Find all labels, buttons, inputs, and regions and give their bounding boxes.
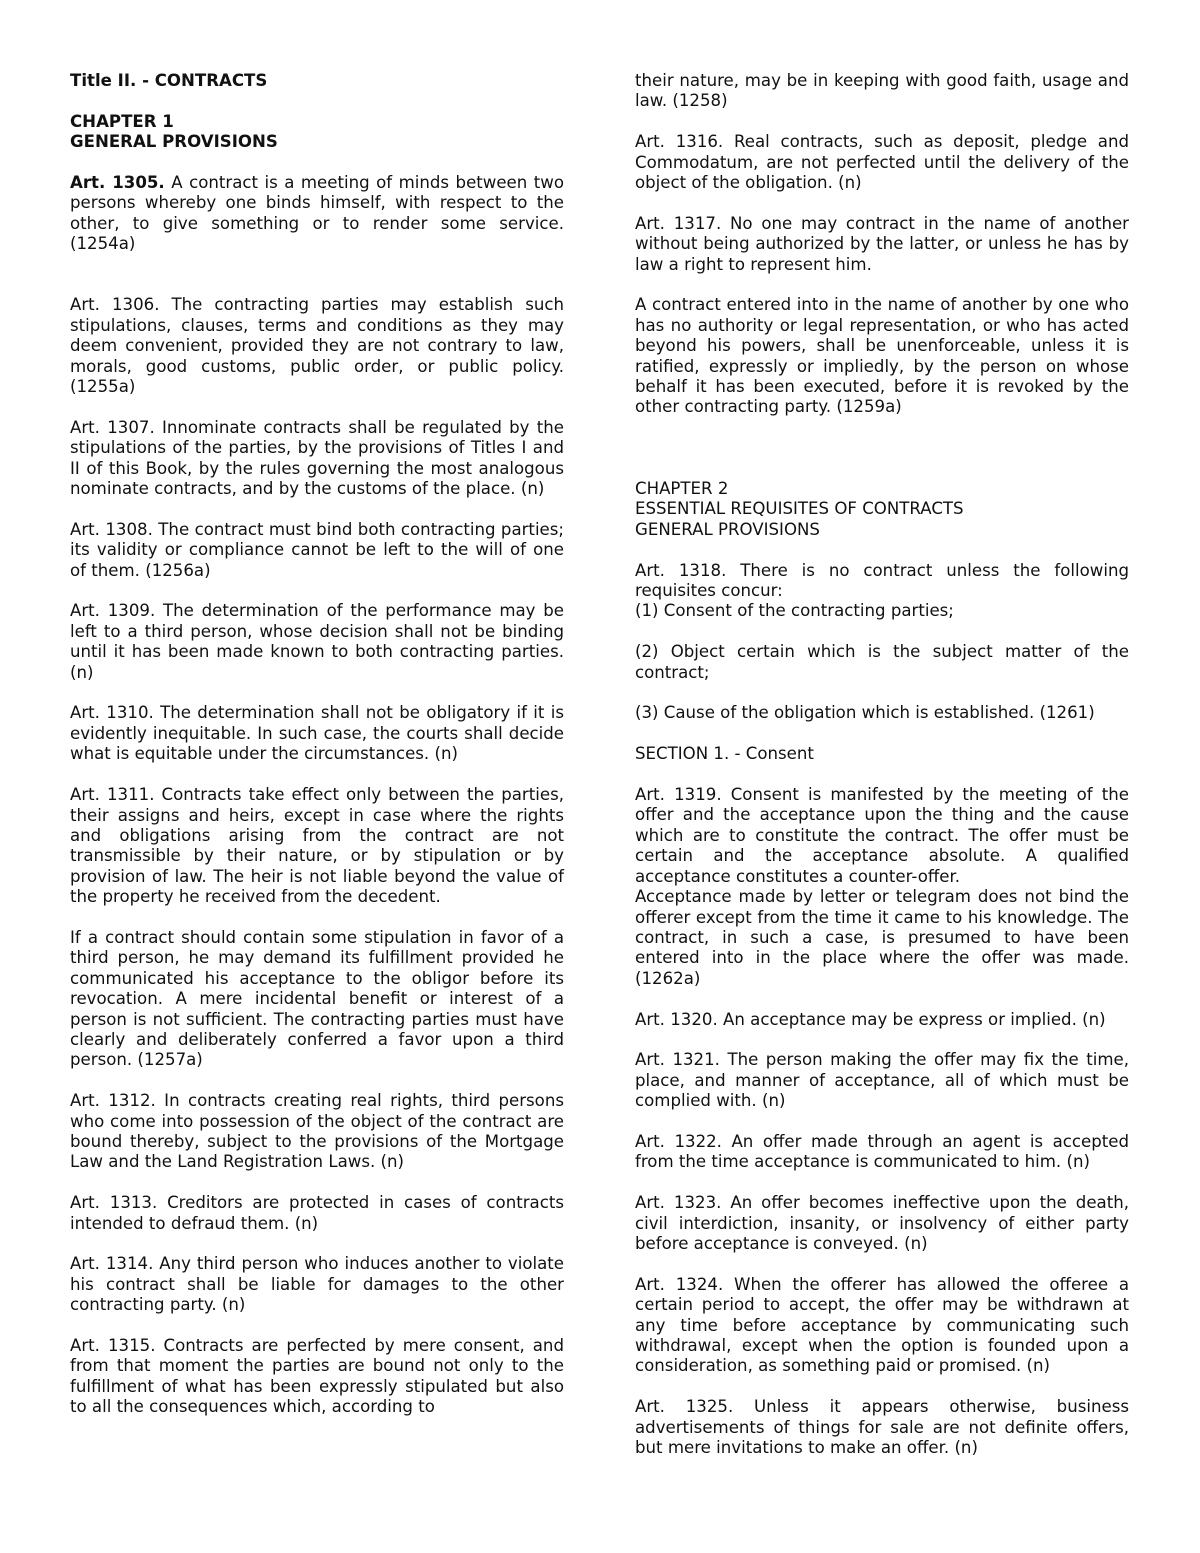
article-1312: Art. 1312. In contracts creating real rights, third persons who come into possession of the object of the contract are bound thereby, subject to the provisions of the Mortgage Law and the Land Registration Laws. (n)	[70, 1091, 564, 1172]
right-column	[635, 71, 1129, 1458]
article-1318-item-2: (2) Object certain which is the subject matter of the contract;	[635, 642, 1129, 682]
article-1311-paragraph-2: If a contract should contain some stipulation in favor of a third person, he may demand its fulfillment provided he communicated his acceptance to the obligor before its revocation. A mere incidental benefit or interest of a person is not sufficient. The contracting parties must have clearly and deliberately conferred a favor upon a third person. (1257a)	[70, 927, 564, 1070]
article-1315-end: their nature, may be in keeping with good faith, usage and law. (1258)	[635, 71, 1129, 111]
article-1307: Art. 1307. Innominate contracts shall be regulated by the stipulations of the parties, by the provisions of Titles I and II of this Book, by the rules governing the most analogous nominate contracts, and by the customs of the place. (n)	[70, 417, 564, 499]
title-heading: Title II. - CONTRACTS	[70, 71, 268, 90]
article-1318-item-3: (3) Cause of the obligation which is established. (1261)	[635, 703, 1095, 723]
article-1319-paragraph-2: Acceptance made by letter or telegram does not bind the offerer except from the time it came to his knowledge. The contract, in such a case, is presumed to have been entered into in the place where the offer was made. (1262a)	[635, 887, 1129, 988]
article-1309: Art. 1309. The determination of the performance may be left to a third person, whose decision shall not be binding until it has been made known to both contracting parties. (n)	[70, 601, 564, 682]
chapter1-name: GENERAL PROVISIONS	[70, 132, 278, 152]
article-1305-label: Art. 1305.	[70, 173, 165, 192]
chapter2-number: CHAPTER 2	[635, 479, 729, 499]
chapter2-subheading: GENERAL PROVISIONS	[635, 519, 820, 539]
chapter1-number: CHAPTER 1	[70, 111, 174, 131]
article-1323: Art. 1323. An offer becomes ineffective upon the death, civil interdiction, insanity, or insolvency of either party before acceptance is conveyed. (n)	[635, 1193, 1129, 1253]
article-1316: Art. 1316. Real contracts, such as deposit, pledge and Commodatum, are not perfected until the delivery of the object of the obligation. (n)	[635, 132, 1129, 193]
section-1-heading: SECTION 1. - Consent	[635, 744, 814, 764]
article-1321: Art. 1321. The person making the offer may fix the time, place, and manner of acceptance, all of which must be complied with. (n)	[635, 1050, 1129, 1111]
article-1319-paragraph-1: Art. 1319. Consent is manifested by the meeting of the offer and the acceptance upon the thing and the cause which are to constitute the contract. The offer must be certain and the acceptance absolute. A qualified acceptance constitutes a counter-offer.	[635, 785, 1129, 886]
article-1315-start: Art. 1315. Contracts are perfected by mere consent, and from that moment the parties are bound not only to the fulfillment of what has been expressly stipulated but also to all the consequences which, according to	[70, 1335, 564, 1417]
article-1310: Art. 1310. The determination shall not be obligatory if it is evidently inequitable. In such case, the courts shall decide what is equitable under the circumstances. (n)	[70, 703, 564, 764]
left-column	[70, 71, 564, 1418]
article-1320: Art. 1320. An acceptance may be express or implied. (n)	[635, 1009, 1106, 1029]
article-1308: Art. 1308. The contract must bind both contracting parties; its validity or compliance cannot be left to the will of one of them. (1256a)	[70, 519, 564, 580]
article-1325: Art. 1325. Unless it appears otherwise, business advertisements of things for sale are not definite offers, but mere invitations to make an offer. (n)	[635, 1397, 1129, 1457]
article-1305	[70, 173, 564, 255]
article-1314: Art. 1314. Any third person who induces another to violate his contract shall be liable for damages to the other contracting party. (n)	[70, 1254, 564, 1315]
article-1324: Art. 1324. When the offerer has allowed the offeree a certain period to accept, the offer may be withdrawn at any time before acceptance by communicating such withdrawal, except when the option is founded upon a consideration, as something paid or promised. (n)	[635, 1274, 1129, 1376]
chapter2-name: ESSENTIAL REQUISITES OF CONTRACTS	[635, 499, 964, 519]
article-1317-paragraph-1: Art. 1317. No one may contract in the name of another without being authorized by the latter, or unless he has by law a right to represent him.	[635, 213, 1129, 274]
article-1306: Art. 1306. The contracting parties may establish such stipulations, clauses, terms and conditions as they may deem convenient, provided they are not contrary to law, morals, good customs, public order, or public policy. (1255a)	[70, 295, 564, 397]
article-1305-text: A contract is a meeting of minds between two persons whereby one binds himself, with respect to the other, to give something or to render some service. (1254a)	[70, 173, 564, 254]
article-1313: Art. 1313. Creditors are protected in cases of contracts intended to defraud them. (n)	[70, 1193, 564, 1233]
article-1318-intro: Art. 1318. There is no contract unless the following requisites concur:	[635, 560, 1129, 601]
article-1317-paragraph-2: A contract entered into in the name of another by one who has no authority or legal representation, or who has acted beyond his powers, shall be unenforceable, unless it is ratified, expressly or impliedly, by the person on whose behalf it has been executed, before it is revoked by the other contracting party. (1259a)	[635, 295, 1129, 417]
article-1318-item-1: (1) Consent of the contracting parties;	[635, 601, 954, 621]
article-1311-paragraph-1: Art. 1311. Contracts take effect only between the parties, their assigns and heirs, except in case where the rights and obligations arising from the contract are not transmissible by their nature, or by stipulation or by provision of law. The heir is not liable beyond the value of the property he received from the decedent.	[70, 785, 564, 907]
article-1322: Art. 1322. An offer made through an agent is accepted from the time acceptance is communicated to him. (n)	[635, 1131, 1129, 1172]
